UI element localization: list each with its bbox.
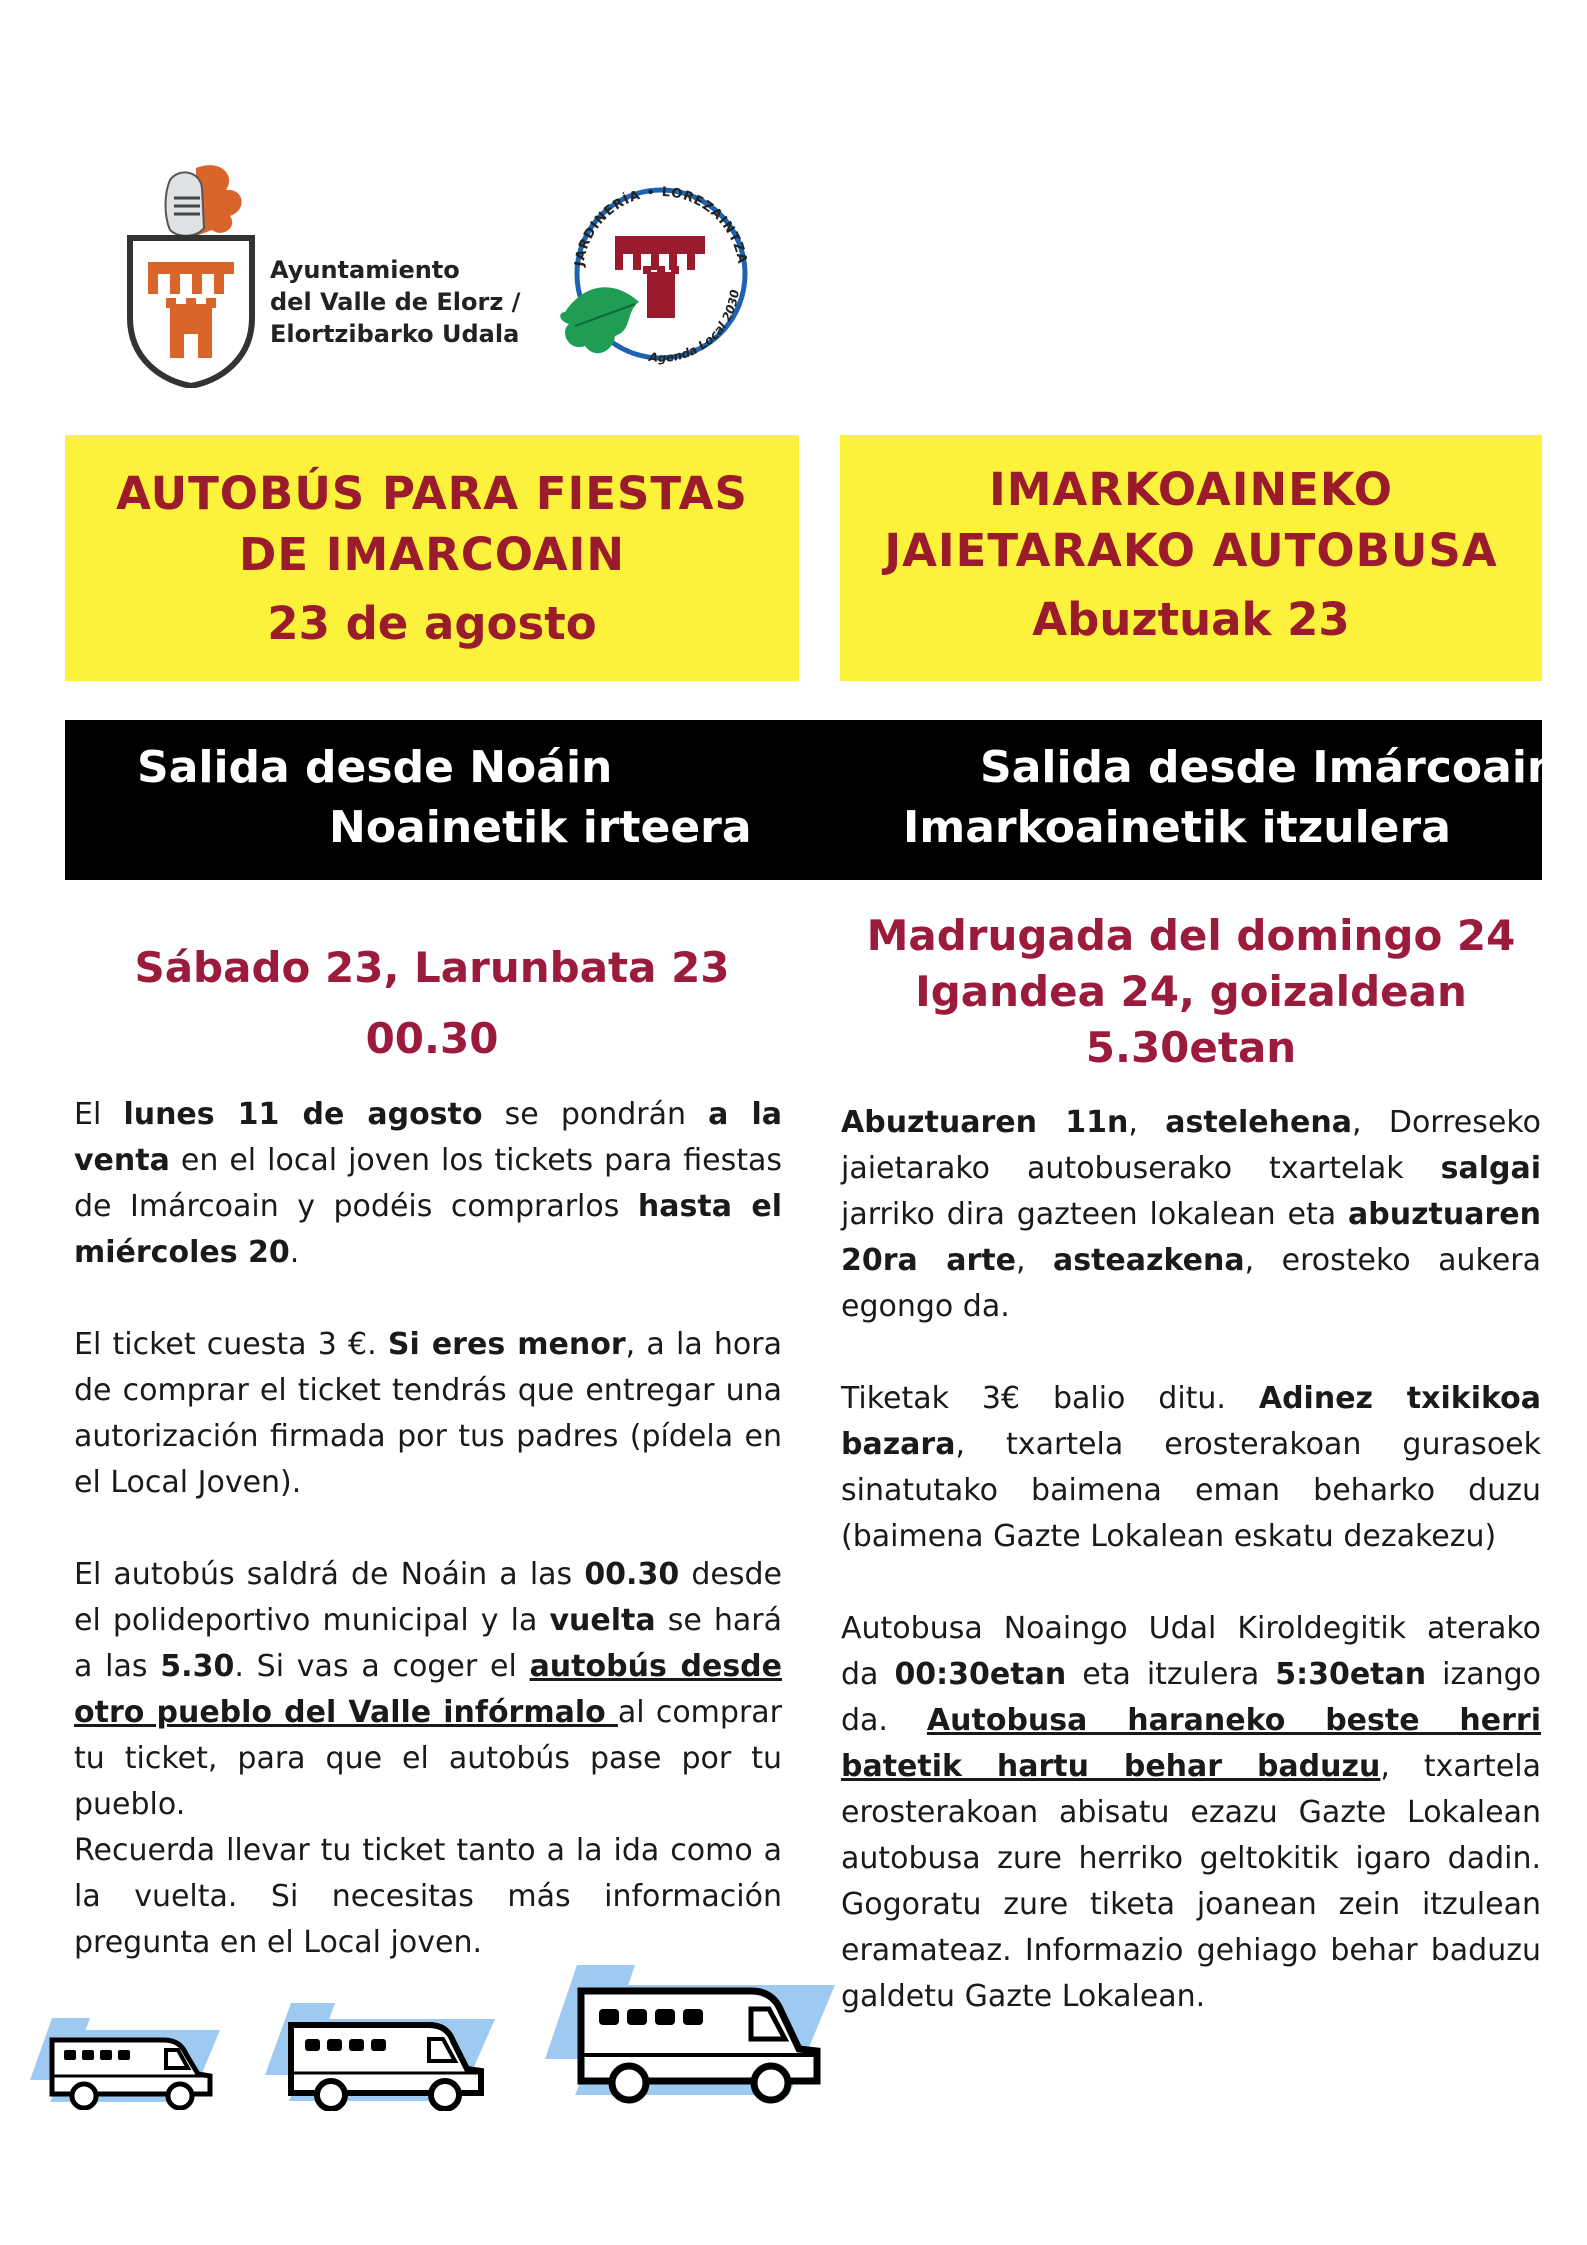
departure-time: 00.30 [365,1014,499,1063]
info-eu-paragraph-price: Tiketak 3€ balio ditu. Adinez txikikoa bazara, txartela erosterakoan gurasoek sinatutako baimena eman beharko duzu (baimena Gazte Lokalean eskatu dezakezu) [841,1381,1541,1554]
logo-ring-text: JARDINERÍA • LOREZAINTZA [572,184,750,268]
logo-agenda-text: Agenda Local 2030 [648,288,742,365]
title-box-es [65,435,799,681]
info-eu-paragraph-sale: Abuztuaren 11n, astelehena, Dorreseko jaietarako autobuserako txartelak salgai jarriko dira gazteen lokalean eta abuztuaren 20ra arte, asteazkena, erosteko aukera egongo da. [841,1105,1541,1324]
info-es-paragraph-sale: El lunes 11 de agosto se pondrán a la venta en el local joven los tickets para fiestas de Imárcoain y podéis comprarlos hasta el miércoles 20. [74,1097,782,1270]
info-eu-paragraph-schedule: Autobusa Noaingo Udal Kiroldegitik aterako da 00:30etan eta itzulera 5:30etan izango da. Autobusa haraneko beste herri batetik hartu behar baduzu, txartela erosterakoan abisatu ezazu Gazte Lokalean autobusa zure herriko geltokitik igaro dadin. Gogoratu zure tiketa joanean zein itzulean eramateaz. Informazio gehiago behar baduzu galdetu Gazte Lokalean. [841,1611,1541,2014]
route-band [65,720,1559,880]
jardineria-lorezaintza-logo [555,162,767,382]
title-box-eu [840,435,1542,681]
return-day-eu: Igandea 24, goizaldean [915,967,1467,1016]
departure-eu: Noainetik irteera [329,802,752,853]
title-es-date: 23 de agosto [267,597,597,650]
return-es: Salida desde Imárcoain [980,742,1559,793]
bus-icon [265,1995,495,2111]
ayuntamiento-logo-text [270,254,520,350]
info-es-paragraph-price: El ticket cuesta 3 €. Si eres menor, a la hora de comprar el ticket tendrás que entregar una autorización firmada por tus padres (pídela en el Local Joven). [74,1327,782,1500]
departure-es: Salida desde Noáin [137,742,613,793]
bus-icon [545,1955,835,2105]
logo-line: del Valle de Elorz / [270,288,521,316]
title-eu-line1: IMARKOAINEKO [989,463,1393,516]
info-es-paragraph-schedule: El autobús saldrá de Noáin a las 00.30 desde el polideportivo municipal y la vuelta se hará a las 5.30. Si vas a coger el autobús desde otro pueblo del Valle infórmalo al comprar tu ticket, para que el autobús pase por tu pueblo. [74,1557,782,1822]
svg-text:JARDINERÍA • LOREZAINTZA [572,185,749,268]
coat-of-arms-icon [126,158,256,388]
logo-line: Ayuntamiento [270,256,460,284]
return-day-es: Madrugada del domingo 24 [866,911,1516,960]
return-eu: Imarkoainetik itzulera [903,802,1451,853]
title-es-line2: DE IMARCOAIN [238,528,626,581]
departure-day: Sábado 23, Larunbata 23 [134,943,730,992]
title-eu-line2: JAIETARAKO AUTOBUSA [884,524,1498,577]
info-text-eu [841,1100,1541,2020]
logo-line: Elortzibarko Udala [270,320,520,348]
title-eu-date: Abuztuak 23 [1032,593,1350,646]
schedule-departure [65,940,799,1067]
info-text-es [74,1092,782,1966]
bus-icon [30,2010,220,2110]
schedule-return [840,908,1542,1076]
info-es-paragraph-reminder: Recuerda llevar tu ticket tanto a la ida como a la vuelta. Si necesitas más información pregunta en el Local joven. [74,1833,782,1960]
return-time: 5.30etan [1085,1023,1297,1072]
ayuntamiento-logo [126,158,526,388]
title-es-line1: AUTOBÚS PARA FIESTAS [116,467,748,520]
